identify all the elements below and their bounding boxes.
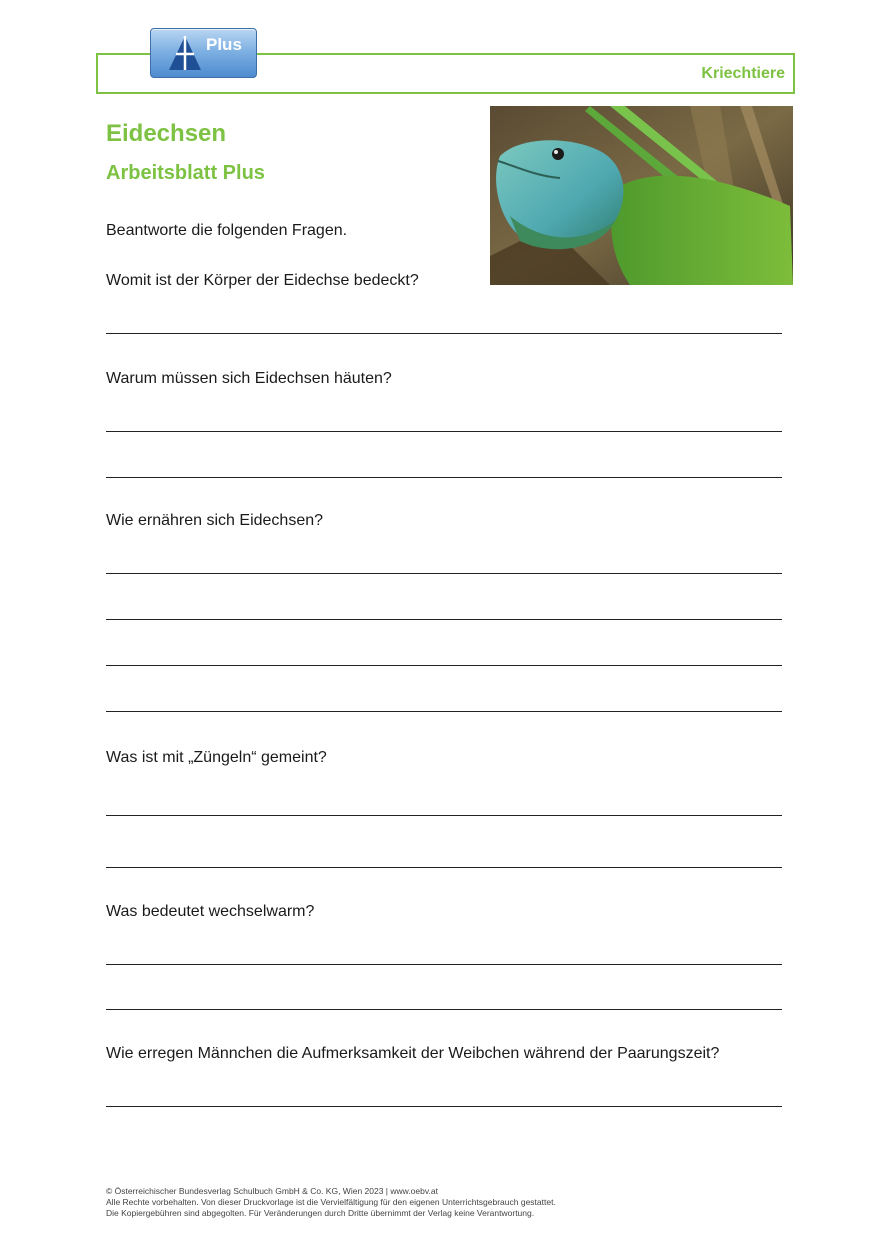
answer-line[interactable] (106, 477, 782, 478)
answer-line[interactable] (106, 619, 782, 620)
question-6: Wie erregen Männchen die Aufmerksamkeit der Weibchen während der Paarungszeit? (106, 1045, 720, 1062)
answer-line[interactable] (106, 1106, 782, 1107)
logo-text: Plus (206, 35, 242, 54)
plus-logo (150, 28, 257, 78)
question-3: Wie ernähren sich Eidechsen? (106, 512, 324, 529)
instruction-text: Beantworte die folgenden Fragen. (106, 222, 348, 239)
answer-line[interactable] (106, 573, 782, 574)
answer-line[interactable] (106, 815, 782, 816)
answer-line[interactable] (106, 333, 782, 334)
footer (106, 1186, 556, 1219)
footer-copyright: © Österreichischer Bundesverlag Schulbuch GmbH & Co. KG, Wien 2023 | www.oebv.at (106, 1186, 438, 1196)
header-category: Kriechtiere (701, 65, 785, 82)
footer-disclaimer: Die Kopiergebühren sind abgegolten. Für Veränderungen durch Dritte übernimmt der Verlag keine Verantwortung. (106, 1208, 535, 1218)
answer-line[interactable] (106, 1009, 782, 1010)
footer-rights: Alle Rechte vorbehalten. Von dieser Druckvorlage ist die Vervielfältigung für den eigenen Unterrichtsgebrauch gestattet. (106, 1197, 556, 1207)
lizard-photo (490, 106, 793, 285)
question-1: Womit ist der Körper der Eidechse bedeckt? (106, 272, 419, 289)
answer-line[interactable] (106, 431, 782, 432)
question-4: Was ist mit „Züngeln“ gemeint? (106, 749, 327, 766)
answer-line[interactable] (106, 964, 782, 965)
question-5: Was bedeutet wechselwarm? (106, 903, 315, 920)
page-subtitle: Arbeitsblatt Plus (106, 162, 265, 184)
page-title: Eidechsen (106, 120, 227, 147)
question-2: Warum müssen sich Eidechsen häuten? (106, 370, 392, 387)
answer-line[interactable] (106, 665, 782, 666)
answer-line[interactable] (106, 711, 782, 712)
triangle-logo-icon (167, 34, 203, 72)
answer-line[interactable] (106, 867, 782, 868)
